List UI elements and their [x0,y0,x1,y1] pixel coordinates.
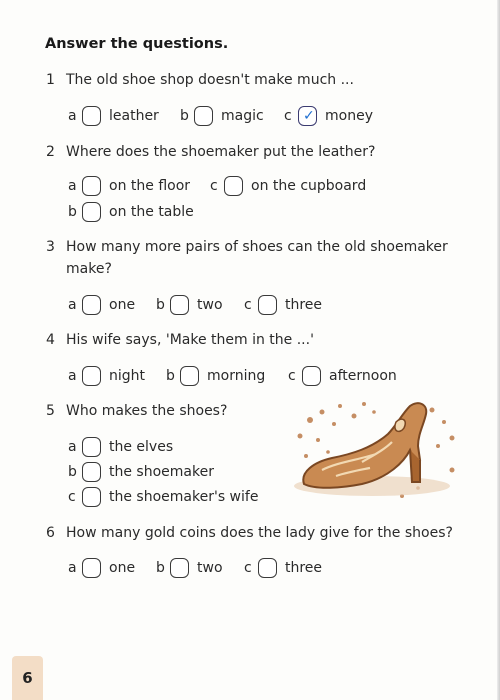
option-label: morning [207,368,266,384]
question-text: Where does the shoemaker put the leather? [66,144,376,160]
q4-option-c-checkbox[interactable] [302,366,321,386]
page-number: 6 [12,656,43,700]
option-label: one [109,297,136,313]
q1-option-a[interactable] [68,104,159,128]
q5-option-b-checkbox[interactable] [82,462,101,482]
q5-option-c-checkbox[interactable] [82,487,101,507]
q4-option-b[interactable] [166,364,265,388]
option-letter: a [68,297,77,313]
q2-option-c[interactable] [210,174,366,198]
option-label: the shoemaker's wife [109,489,259,505]
golden-shoe-icon [292,398,462,503]
option-letter: a [68,108,77,124]
q3-option-b-checkbox[interactable] [170,295,189,315]
option-letter: b [68,464,77,480]
option-label: leather [109,108,159,124]
q4-option-c[interactable] [288,364,397,388]
option-letter: c [210,178,218,194]
option-letter: b [68,204,77,220]
q1-option-b[interactable] [180,104,264,128]
q4-option-b-checkbox[interactable] [180,366,199,386]
option-label: the shoemaker [109,464,214,480]
question-number: 2 [46,144,55,160]
question-2 [46,144,375,160]
q4-option-a-checkbox[interactable] [82,366,101,386]
q5-option-a[interactable] [68,435,173,459]
q1-option-a-checkbox[interactable] [82,106,101,126]
q6-option-b-checkbox[interactable] [170,558,189,578]
option-label: two [197,297,223,313]
option-label: three [285,560,323,576]
q4-option-a[interactable] [68,364,145,388]
shoe-body [303,403,426,488]
option-letter: c [288,368,296,384]
option-letter: b [156,560,165,576]
option-label: three [285,297,323,313]
option-letter: b [156,297,165,313]
option-label: night [109,368,146,384]
shoe-buckle [395,419,405,431]
q3-option-c-checkbox[interactable] [258,295,277,315]
question-number: 3 [46,239,55,255]
question-number: 4 [46,332,55,348]
option-letter: a [68,368,77,384]
question-3-continuation: make? [66,261,112,277]
question-number: 6 [46,525,55,541]
option-label: on the table [109,204,194,220]
question-5 [46,403,227,419]
option-letter: a [68,439,77,455]
question-text: His wife says, 'Make them in the ...' [66,332,314,348]
q2-option-b-checkbox[interactable] [82,202,101,222]
question-6 [46,525,453,541]
option-label: afternoon [329,368,397,384]
q1-option-c-checkbox[interactable] [298,106,317,126]
q1-option-c[interactable] [284,104,373,128]
q5-option-c[interactable] [68,485,258,509]
option-letter: c [244,297,252,313]
option-letter: c [284,108,292,124]
question-4 [46,332,314,348]
q3-option-c[interactable] [244,293,322,317]
option-label: two [197,560,223,576]
checkmark-icon: ✓ [303,108,315,124]
option-label: on the cupboard [251,178,367,194]
question-number: 1 [46,72,55,88]
option-label: money [325,108,373,124]
q5-option-a-checkbox[interactable] [82,437,101,457]
question-3 [46,239,448,255]
q2-option-c-checkbox[interactable] [224,176,243,196]
section-heading: Answer the questions. [45,36,229,52]
option-letter: b [166,368,175,384]
option-label: magic [221,108,264,124]
question-text: Who makes the shoes? [66,403,228,419]
option-letter: c [244,560,252,576]
option-letter: c [68,489,76,505]
q2-option-a-checkbox[interactable] [82,176,101,196]
option-letter: b [180,108,189,124]
q6-option-c[interactable] [244,556,322,580]
q6-option-b[interactable] [156,556,223,580]
q1-option-b-checkbox[interactable] [194,106,213,126]
question-text: How many gold coins does the lady give for the shoes? [66,525,453,541]
q6-option-a[interactable] [68,556,135,580]
q3-option-a-checkbox[interactable] [82,295,101,315]
q2-option-a[interactable] [68,174,190,198]
q5-option-b[interactable] [68,460,214,484]
question-text: The old shoe shop doesn't make much ... [66,72,354,88]
question-number: 5 [46,403,55,419]
option-label: the elves [109,439,174,455]
option-letter: a [68,178,77,194]
option-label: one [109,560,136,576]
q2-option-b[interactable] [68,200,194,224]
q3-option-b[interactable] [156,293,223,317]
q3-option-a[interactable] [68,293,135,317]
q6-option-a-checkbox[interactable] [82,558,101,578]
q6-option-c-checkbox[interactable] [258,558,277,578]
option-label: on the floor [109,178,191,194]
option-letter: a [68,560,77,576]
question-1 [46,72,354,88]
question-text: How many more pairs of shoes can the old shoemaker [66,239,448,255]
